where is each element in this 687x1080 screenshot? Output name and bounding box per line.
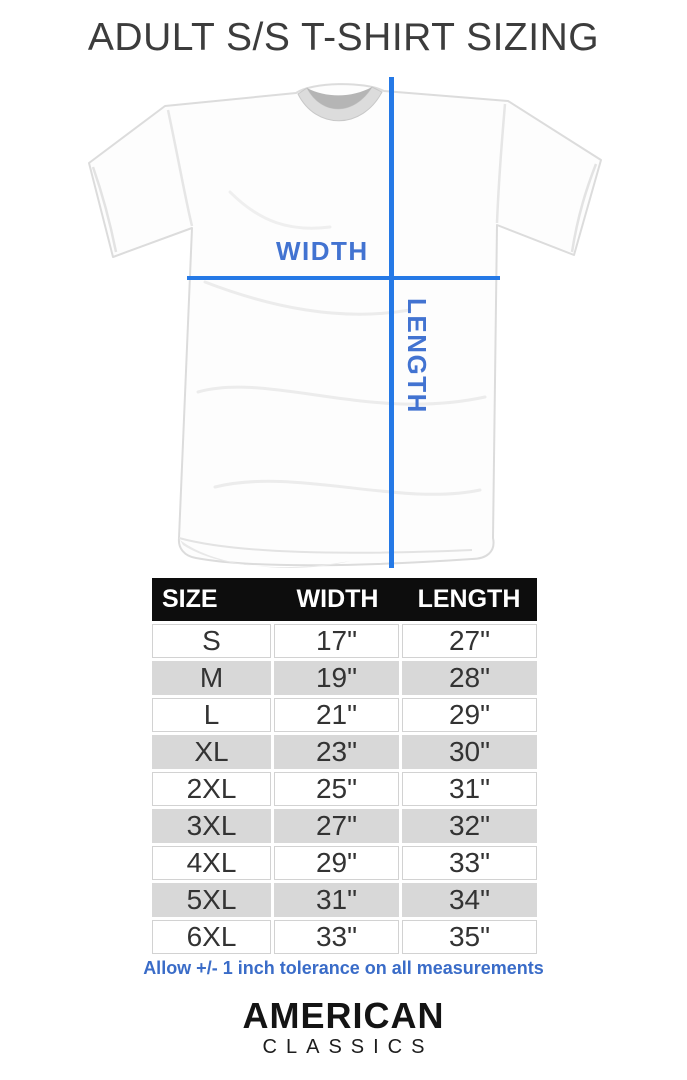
cell-width: 33" xyxy=(274,920,399,954)
cell-width: 21" xyxy=(274,698,399,732)
length-label: LENGTH xyxy=(402,298,432,414)
cell-size: XL xyxy=(152,735,271,769)
size-table xyxy=(152,578,537,954)
tshirt-illustration xyxy=(80,72,610,577)
cell-width: 23" xyxy=(274,735,399,769)
cell-width: 19" xyxy=(274,661,399,695)
cell-length: 32" xyxy=(402,809,537,843)
table-row xyxy=(152,624,537,658)
table-row xyxy=(152,846,537,880)
length-measure-line xyxy=(389,77,394,568)
cell-size: 5XL xyxy=(152,883,271,917)
cell-width: 31" xyxy=(274,883,399,917)
table-row xyxy=(152,883,537,917)
table-row xyxy=(152,809,537,843)
brand-name-classics: CLASSICS xyxy=(262,1036,434,1058)
cell-length: 29" xyxy=(402,698,537,732)
table-row xyxy=(152,772,537,806)
width-label: WIDTH xyxy=(276,236,369,266)
page-title: ADULT S/S T-SHIRT SIZING xyxy=(87,16,600,59)
width-measure-line xyxy=(187,276,500,280)
cell-size: M xyxy=(152,661,271,695)
cell-size: S xyxy=(152,624,271,658)
cell-size: 2XL xyxy=(152,772,271,806)
cell-length: 33" xyxy=(402,846,537,880)
cell-size: L xyxy=(152,698,271,732)
cell-width: 27" xyxy=(274,809,399,843)
column-header-width: WIDTH xyxy=(296,585,379,613)
table-body xyxy=(152,624,537,954)
cell-width: 25" xyxy=(274,772,399,806)
brand-name-american: AMERICAN xyxy=(242,995,445,1036)
cell-length: 31" xyxy=(402,772,537,806)
cell-width: 29" xyxy=(274,846,399,880)
cell-length: 35" xyxy=(402,920,537,954)
tshirt-diagram xyxy=(80,72,610,577)
table-row xyxy=(152,920,537,954)
cell-size: 6XL xyxy=(152,920,271,954)
brand-logo xyxy=(0,995,687,1058)
table-row xyxy=(152,661,537,695)
cell-size: 4XL xyxy=(152,846,271,880)
table-header xyxy=(152,578,537,621)
cell-length: 34" xyxy=(402,883,537,917)
cell-width: 17" xyxy=(274,624,399,658)
table-row xyxy=(152,698,537,732)
column-header-length: LENGTH xyxy=(417,585,521,613)
cell-length: 27" xyxy=(402,624,537,658)
cell-length: 28" xyxy=(402,661,537,695)
tolerance-note: Allow +/- 1 inch tolerance on all measurements xyxy=(143,958,544,978)
column-header-size: SIZE xyxy=(162,585,218,613)
table-row xyxy=(152,735,537,769)
cell-length: 30" xyxy=(402,735,537,769)
cell-size: 3XL xyxy=(152,809,271,843)
